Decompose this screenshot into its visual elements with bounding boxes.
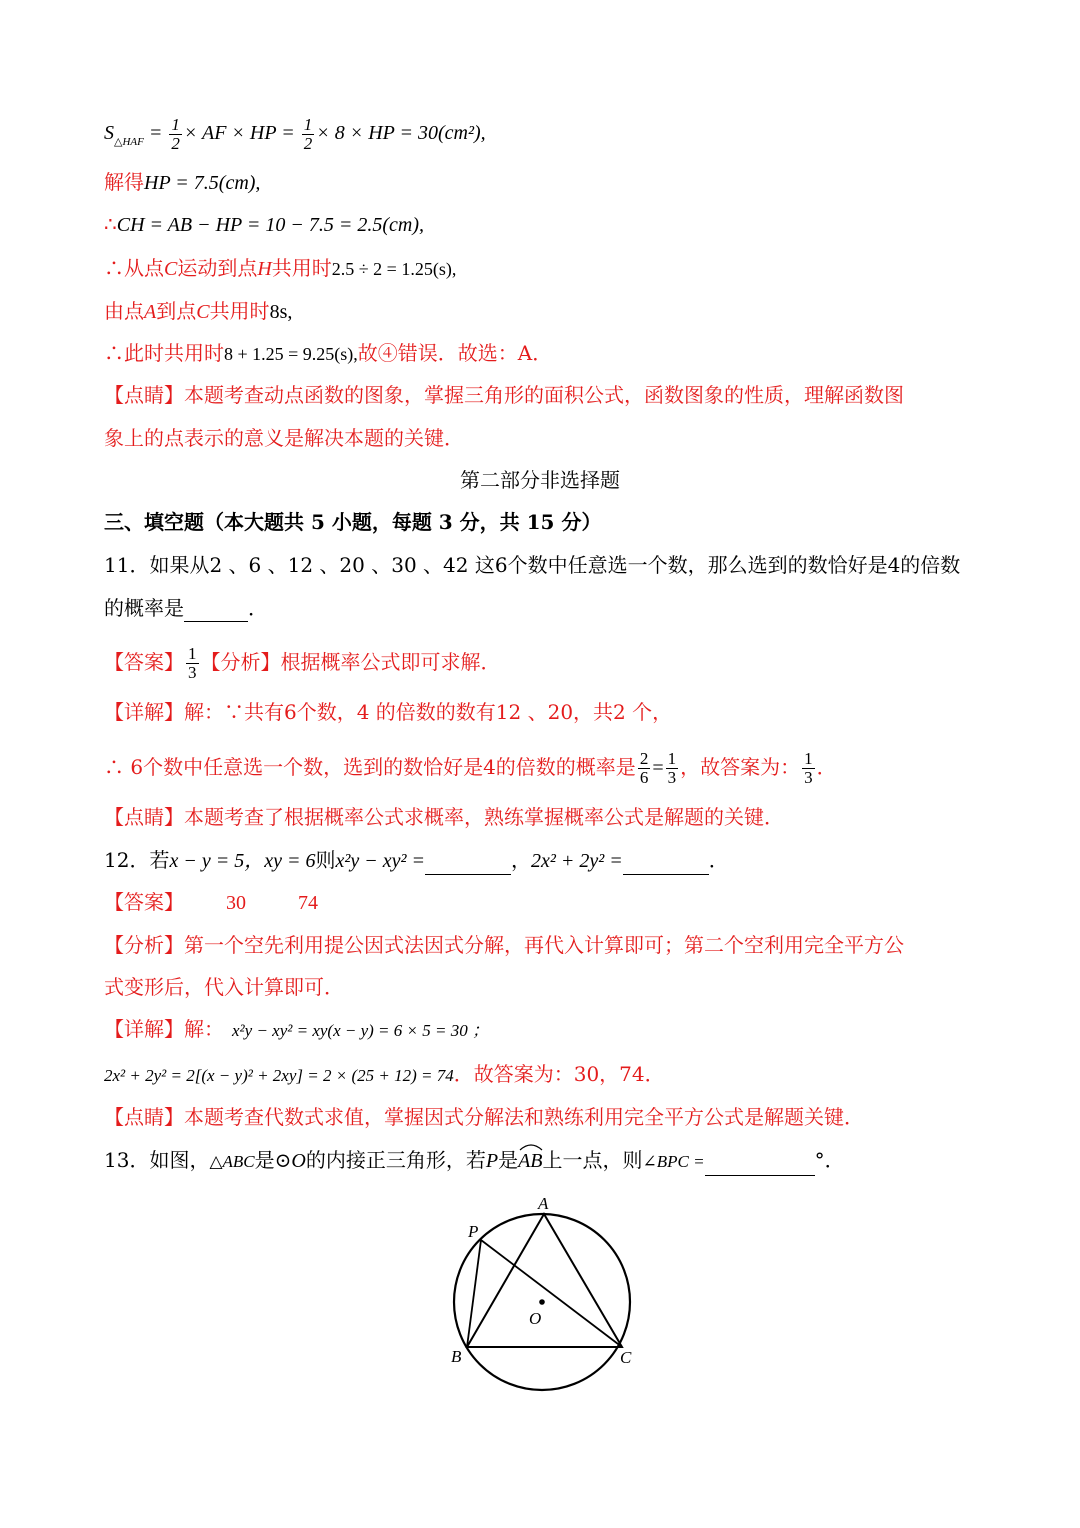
text-seg: 共用时 (209, 299, 270, 323)
text-seg: 的内接正三角形，若 (305, 1148, 486, 1172)
denominator: 3 (667, 768, 677, 787)
point-h: H (257, 258, 272, 280)
text-seg: ∴从点 (104, 256, 164, 280)
arc-ab (518, 1147, 542, 1175)
detail-11-cont (104, 750, 837, 787)
answer-blank-2 (623, 854, 709, 875)
circle-o: ⊙O (274, 1150, 306, 1172)
condition: x − y = 5，xy = 6 (169, 850, 316, 872)
point-note-11: 【点睛】本题考查了根据概率公式求概率，熟练掌握概率公式是解题的关键． (104, 805, 784, 829)
fraction (802, 750, 815, 787)
conclusion: 故④错误．故选：A． (357, 341, 553, 365)
fraction (638, 750, 651, 787)
angle-bpc: ∠BPC = (642, 1152, 705, 1171)
segment-pc (481, 1240, 622, 1347)
answer-value-2: 74 (298, 892, 318, 914)
text-seg: 共用时 (271, 256, 332, 280)
time-formula: 2.5 ÷ 2 = 1.25(s), (331, 259, 457, 279)
analysis: 【分析】根据概率公式即可求解． (200, 650, 501, 674)
question-11: 11．如果从2 、6 、12 、20 、30 、42 这6个数中任意选一个数，那么选到的数恰好是4的倍数 (104, 553, 961, 577)
answer-label: 【答案】 (104, 890, 184, 914)
numerator: 1 (667, 749, 677, 768)
numerator: 1 (188, 644, 197, 663)
label-c: C (620, 1348, 632, 1367)
detail-formula-2: 2x² + 2y² = 2[(x − y)² + 2xy] = 2 × (25 + 12) = 74 (104, 1066, 454, 1085)
point-a: A (144, 301, 157, 323)
section-3-heading: 三、填空题（本大题共 5 小题，每题 3 分，共 15 分） (104, 510, 602, 534)
point-note-1-cont: 象上的点表示的意义是解决本题的关键． (104, 426, 464, 450)
text-seg: 运动到点 (177, 256, 258, 280)
text-seg: 到点 (156, 299, 197, 323)
segment-pb (467, 1240, 481, 1347)
label-a: A (538, 1194, 549, 1213)
text-seg: 则 (315, 848, 336, 872)
detail-12-cont (104, 1060, 665, 1090)
answer-blank (184, 601, 248, 622)
point-note-1: 【点睛】本题考查动点函数的图象，掌握三角形的面积公式，函数图象的性质，理解函数图 (104, 383, 904, 407)
arc-symbol-icon (518, 1143, 544, 1151)
point-c: C (196, 301, 210, 323)
text-seg: 12．若 (104, 848, 170, 872)
numerator: 2 (639, 749, 649, 768)
expr-2: 2x² + 2y² = (530, 850, 623, 872)
circle-triangle-figure (432, 1190, 652, 1410)
ch-line (104, 210, 424, 239)
total-time-line (104, 339, 552, 368)
denominator: 3 (188, 663, 197, 682)
numerator: 1 (804, 749, 813, 768)
q11-end: ． (248, 596, 268, 620)
point-c: C (164, 258, 178, 280)
fraction (666, 750, 679, 787)
ch-formula: CH = AB − HP = 10 − 7.5 = 2.5(cm), (116, 214, 425, 236)
question-13 (104, 1146, 845, 1176)
arc-label: AB (518, 1150, 543, 1172)
detail-12 (104, 1015, 489, 1045)
text-seg: 是 (498, 1148, 519, 1172)
hp-value: HP = 7.5(cm), (144, 172, 261, 194)
text-seg: ∴此时共用时 (104, 341, 224, 365)
text-seg: ， (510, 848, 531, 872)
detail-formula: x²y − xy² = xy(x − y) = 6 × 5 = 30 ； (232, 1021, 489, 1040)
label-o: O (529, 1309, 542, 1328)
text-seg: ． (708, 848, 729, 872)
therefore-symbol: ∴ (104, 212, 117, 236)
detail-11: 【详解】解：∵共有6个数，4 的倍数的数有12 、20，共2 个， (104, 700, 673, 724)
equals: = (652, 757, 664, 779)
analysis-12: 【分析】第一个空先利用提公因式法因式分解，再代入计算即可；第二个空利用完全平方公 (104, 933, 904, 957)
text-seg: 是 (254, 1148, 275, 1172)
question-11-cont (104, 594, 268, 622)
question-12 (104, 846, 729, 875)
answer-12 (104, 888, 318, 917)
text-seg: ． (816, 755, 837, 779)
answer-blank-1 (425, 854, 511, 875)
area-formula: $S_{\triangle HAF}$ = $\frac{1}{2}$ × AF × HP = $\frac{1}{2}$ × 8 × HP = 30(cm²), (104, 115, 486, 153)
text-seg: 13．如图， (104, 1148, 210, 1172)
time-c-h-line (104, 254, 456, 283)
label-p: P (468, 1222, 479, 1241)
solve-hp-line (104, 168, 260, 197)
denominator: 3 (804, 768, 813, 787)
answer-blank (705, 1155, 815, 1176)
q11-text: 的概率是 (104, 596, 184, 620)
point-p: P (485, 1150, 499, 1172)
denominator: 6 (639, 768, 649, 787)
total-formula: 8 + 1.25 = 9.25(s), (224, 344, 358, 364)
answer-fraction (186, 645, 199, 682)
expr-1: x²y − xy² = (335, 850, 425, 872)
solve-label: 解得 (104, 170, 144, 194)
answer-11 (104, 645, 501, 682)
area-formula-line (104, 116, 486, 156)
point-note-12: 【点睛】本题考查代数式求值，掌握因式分解法和熟练利用完全平方公式是解题关键． (104, 1105, 864, 1129)
center-point (539, 1299, 545, 1305)
section-title: 第二部分非选择题 (460, 468, 620, 492)
label-b: B (451, 1347, 462, 1366)
answer-label: 【答案】 (104, 650, 184, 674)
detail-label: 【详解】解： (104, 1017, 224, 1041)
text-seg: 上一点，则 (542, 1148, 643, 1172)
conclusion: ．故答案为：30，74． (453, 1062, 665, 1086)
analysis-12-cont: 式变形后，代入计算即可． (104, 975, 344, 999)
time-a-c-line (104, 297, 292, 326)
triangle-abc: △ABC (209, 1152, 255, 1171)
text-seg: °． (814, 1148, 845, 1172)
time-8s: 8s, (269, 301, 293, 323)
text-seg: 由点 (104, 299, 144, 323)
answer-value-1: 30 (226, 892, 246, 914)
text-seg: ，故答案为： (680, 755, 801, 779)
text-seg: ∴ 6个数中任意选一个数，选到的数恰好是4的倍数的概率是 (104, 755, 636, 779)
